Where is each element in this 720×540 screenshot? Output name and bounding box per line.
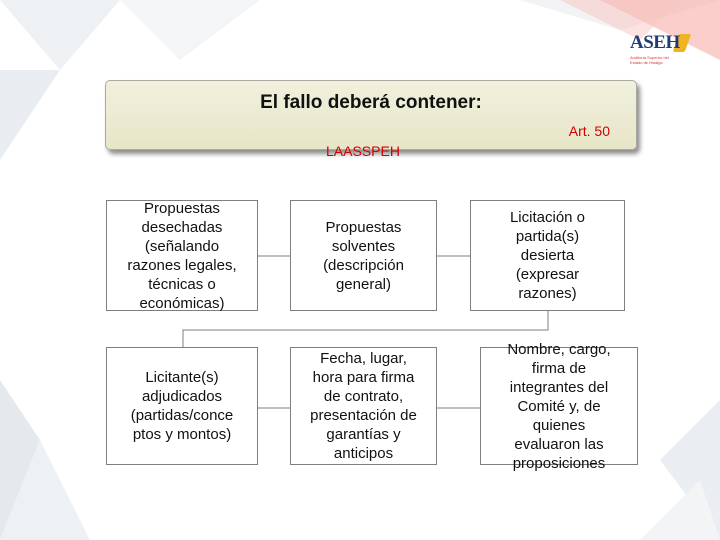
logo-tagline: Auditoría Superior del Estado de Hidalgo	[630, 55, 669, 65]
law-reference: LAASSPEH	[326, 143, 400, 159]
logo-wordmark: ASEH	[630, 32, 680, 53]
page-title: El fallo deberá contener:	[260, 92, 482, 113]
box-fecha-firma-contrato: Fecha, lugar, hora para firma de contrato, presentación de garantías y anticipos	[290, 347, 437, 465]
box-nombre-cargo-comite: Nombre, cargo, firma de integrantes del Comité y, de quienes evaluaron las proposiciones	[480, 347, 638, 465]
box-licitacion-desierta: Licitación o partida(s) desierta (expresar razones)	[470, 200, 625, 311]
box-licitantes-adjudicados: Licitante(s) adjudicados (partidas/conce ptos y montos)	[106, 347, 258, 465]
box-propuestas-solventes: Propuestas solventes (descripción general)	[290, 200, 437, 311]
box-propuestas-desechadas: Propuestas desechadas (señalando razones legales, técnicas o económicas)	[106, 200, 258, 311]
header-box	[105, 80, 637, 150]
article-reference: Art. 50	[568, 123, 610, 139]
aseh-logo	[624, 28, 694, 76]
